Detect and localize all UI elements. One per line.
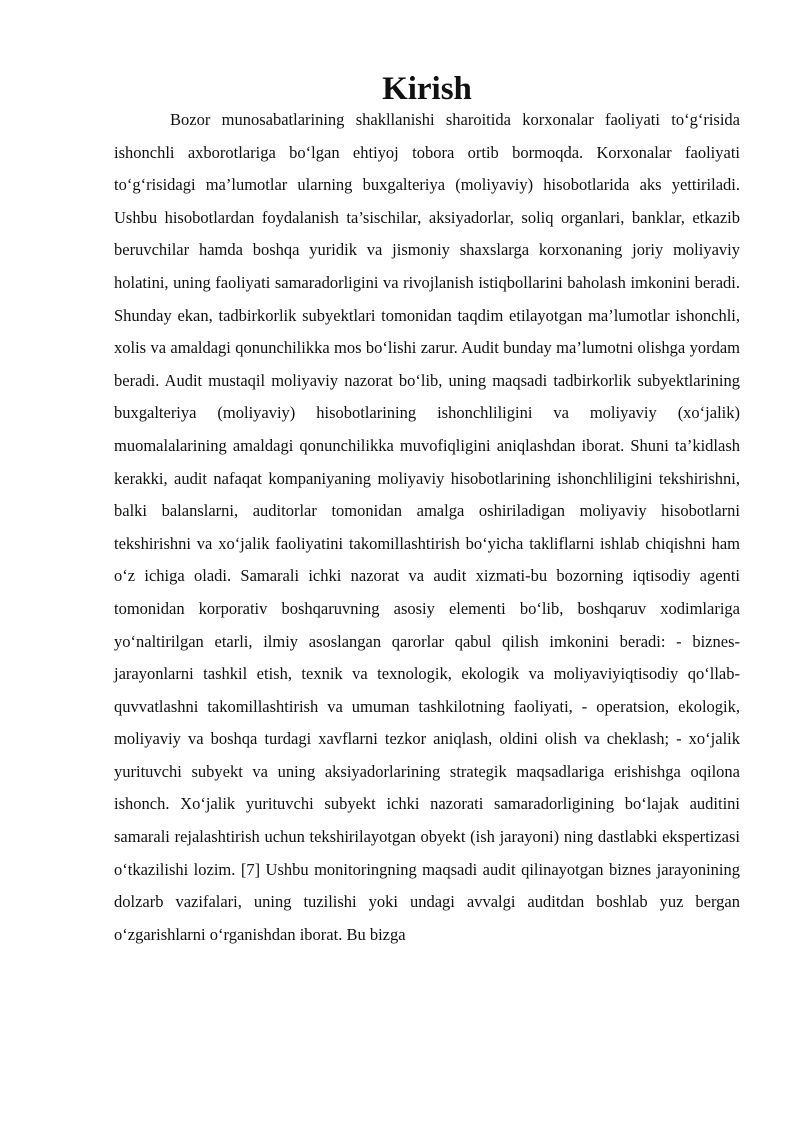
document-page	[114, 71, 740, 951]
section-title: Kirish	[382, 71, 472, 107]
body-paragraph: Bozor munosabatlarining shakllanishi sharoitida korxonalar faoliyati to‘g‘risida ishonchli axborotlariga bo‘lgan ehtiyoj tobora ortib bormoqda. Korxonalar faoliyati to‘g‘risidagi ma’lumotlar ularning buxgalteriya (moliyaviy) hisobotlarida aks yettiriladi. Ushbu hisobotlardan foydalanish ta’sischilar, aksiyadorlar, soliq organlari, banklar, etkazib beruvchilar hamda boshqa yuridik va jismoniy shaxslarga korxonaning joriy moliyaviy holatini, uning faoliyati samaradorligini va rivojlanish istiqbollarini baholash imkonini beradi. Shunday ekan, tadbirkorlik subyektlari tomonidan taqdim etilayotgan ma’lumotlar ishonchli, xolis va amaldagi qonunchilikka mos bo‘lishi zarur. Audit bunday ma’lumotni olishga yordam beradi. Audit mustaqil moliyaviy nazorat bo‘lib, uning maqsadi tadbirkorlik subyektlarining buxgalteriya (moliyaviy) hisobotlarining ishonchliligini va moliyaviy (xo‘jalik) muomalalarining amaldagi qonunchilikka muvofiqligini aniqlashdan iborat. Shuni ta’kidlash kerakki, audit nafaqat kompaniyaning moliyaviy hisobotlarining ishonchliligini tekshirishni, balki balanslarni, auditorlar tomonidan amalga oshiriladigan moliyaviy hisobotlarni tekshirishni va xo‘jalik faoliyatini takomillashtirish bo‘yicha takliflarni ishlab chiqishni ham o‘z ichiga oladi. Samarali ichki nazorat va audit xizmati-bu bozorning iqtisodiy agenti tomonidan korporativ boshqaruvning asosiy elementi bo‘lib, boshqaruv xodimlariga yo‘naltirilgan etarli, ilmiy asoslangan qarorlar qabul qilish imkonini beradi: - biznes-jarayonlarni tashkil etish, texnik va texnologik, ekologik va moliyaviyiqtisodiy qo‘llab-quvvatlashni takomillashtirish va umuman tashkilotning faoliyati, - operatsion, ekologik, moliyaviy va boshqa turdagi xavflarni tezkor aniqlash, oldini olish va cheklash; - xo‘jalik yurituvchi subyekt va uning aksiyadorlarining strategik maqsadlariga erishishga oqilona ishonch. Xo‘jalik yurituvchi subyekt ichki nazorati samaradorligining bo‘lajak auditini samarali rejalashtirish uchun tekshirilayotgan obyekt (ish jarayoni) ning dastlabki ekspertizasi o‘tkazilishi lozim. [7] Ushbu monitoringning maqsadi audit qilinayotgan biznes jarayonining dolzarb vazifalari, uning tuzilishi yoki undagi avvalgi auditdan boshlab yuz bergan o‘zgarishlarni o‘rganishdan iborat. Bu bizga	[114, 110, 740, 944]
